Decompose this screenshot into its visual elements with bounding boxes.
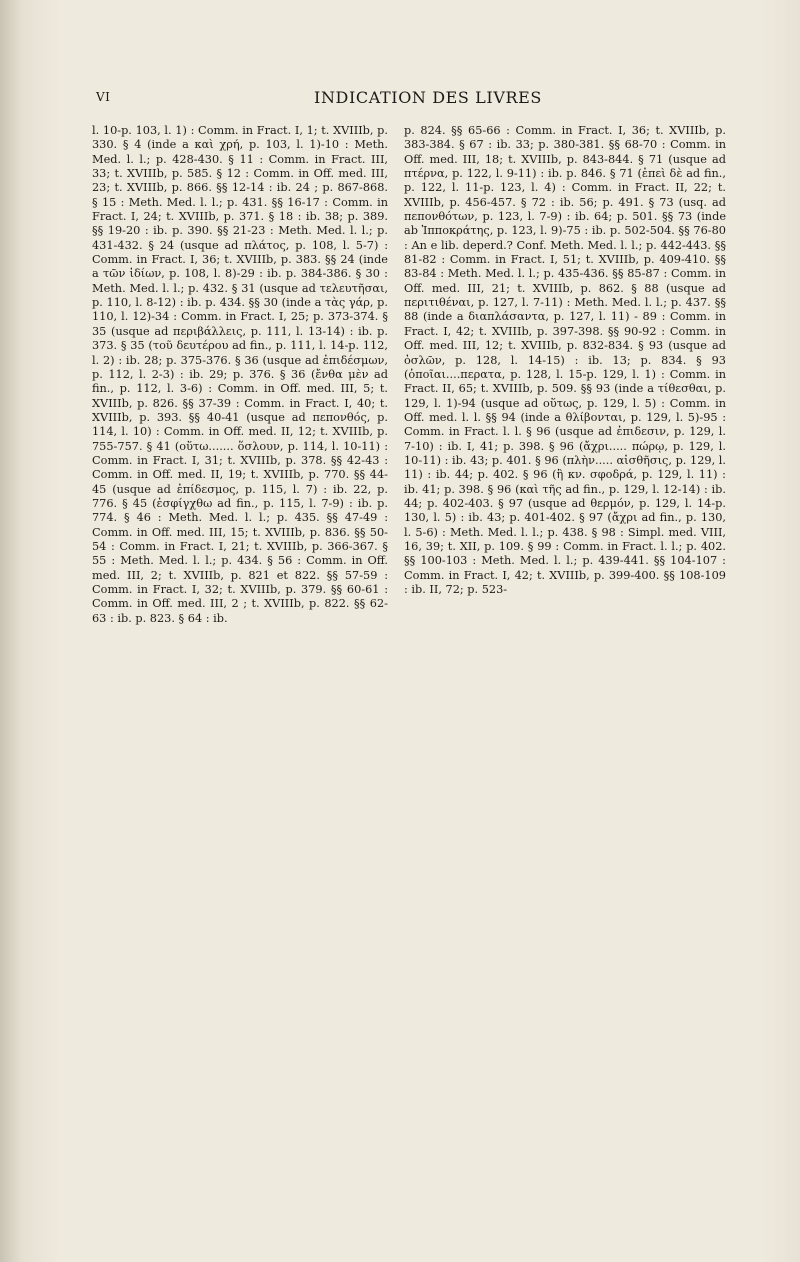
text-column-left	[92, 124, 388, 626]
text-column-right	[404, 124, 726, 597]
page-number: VI	[96, 90, 111, 104]
page-title: INDICATION DES LIVRES	[314, 88, 542, 107]
index-text-right: p. 824. §§ 65-66 : Comm. in Fract. I, 36; t. XVIIIb, p. 383-384. § 67 : ib. 33; p. 380-381. §§ 68-70 : Comm. in Off. med. III, 18; t. XVIIIb, p. 843-844. § 71 (usque ad πτέρνα, p. 122, l. 9-11) : ib. p. 846. § 71 (ἐπεὶ δὲ ad fin., p. 122, l. 11-p. 123, l. 4) : Comm. in Fract. II, 22; t. XVIIIb, p. 456-457. § 72 : ib. 56; p. 491. § 73 (usq. ad πεπονθότων, p. 123, l. 7-9) : ib. 64; p. 501. §§ 73 (inde ab Ἱπποκράτης, p. 123, l. 9)-75 : ib. p. 502-504. §§ 76-80 : An e lib. deperd.? Conf. Meth. Med. l. l.; p. 442-443. §§ 81-82 : Comm. in Fract. I, 51; t. XVIIIb, p. 409-410. §§ 83-84 : Meth. Med. l. l.; p. 435-436. §§ 85-87 : Comm. in Off. med. III, 21; t. XVIIIb, p. 862. § 88 (usque ad περιτιθέναι, p. 127, l. 7-11) : Meth. Med. l. l.; p. 437. §§ 88 (inde a διαπλάσαντα, p. 127, l. 11) - 89 : Comm. in Fract. I, 42; t. XVIIIb, p. 397-398. §§ 90-92 : Comm. in Off. med. III, 12; t. XVIIIb, p. 832-834. § 93 (usque ad ὀσλῶν, p. 128, l. 14-15) : ib. 13; p. 834. § 93 (ὁποῖαι....περατα, p. 128, l. 15-p. 129, l. 1) : Comm. in Fract. II, 65; t. XVIIIb, p. 509. §§ 93 (inde a τίθεσθαι, p. 129, l. 1)-94 (usque ad οὕτως, p. 129, l. 5) : Comm. in Off. med. l. l. §§ 94 (inde a θλίβονται, p. 129, l. 5)-95 : Comm. in Fract. l. l. § 96 (usque ad ἐπιδεσιν, p. 129, l. 7-10) : ib. I, 41; p. 398. § 96 (ἄχρι..... πώρῳ, p. 129, l. 10-11) : ib. 43; p. 401. § 96 (πλὴν..... αἰσθῆσις, p. 129, l. 11) : ib. 44; p. 402. § 96 (ἢ κν. σφοδρά, p. 129, l. 11) : ib. 41; p. 398. § 96 (καὶ τῆς ad fin., p. 129, l. 12-14) : ib. 44; p. 402-403. § 97 (usque ad θερμόν, p. 129, l. 14-p. 130, l. 5) : ib. 43; p. 401-402. § 97 (ἄχρι ad fin., p. 130, l. 5-6) : Meth. Med. l. l.; p. 438. § 98 : Simpl. med. VIII, 16, 39; t. XII, p. 109. § 99 : Comm. in Fract. l. l.; p. 402. §§ 100-103 : Meth. Med. l. l.; p. 439-441. §§ 104-107 : Comm. in Fract. I, 42; t. XVIIIb, p. 399-400. §§ 108-109 : ib. II, 72; p. 523-	[404, 124, 726, 596]
index-text-left: l. 10-p. 103, l. 1) : Comm. in Fract. I, 1; t. XVIIIb, p. 330. § 4 (inde a καὶ χρή, p. 103, l. 1)-10 : Meth. Med. l. l.; p. 428-430. § 11 : Comm. in Fract. III, 33; t. XVIIIb, p. 585. § 12 : Comm. in Off. med. III, 23; t. XVIIIb, p. 866. §§ 12-14 : ib. 24 ; p. 867-868. § 15 : Meth. Med. l. l.; p. 431. §§ 16-17 : Comm. in Fract. I, 24; t. XVIIIb, p. 371. § 18 : ib. 38; p. 389. §§ 19-20 : ib. p. 390. §§ 21-23 : Meth. Med. l. l.; p. 431-432. § 24 (usque ad πλάτος, p. 108, l. 5-7) : Comm. in Fract. I, 36; t. XVIIIb, p. 383. §§ 24 (inde a τῶν ἰδίων, p. 108, l. 8)-29 : ib. p. 384-386. § 30 : Meth. Med. l. l.; p. 432. § 31 (usque ad τελευτῆσαι, p. 110, l. 8-12) : ib. p. 434. §§ 30 (inde a τὰς γάρ, p. 110, l. 12)-34 : Comm. in Fract. I, 25; p. 373-374. § 35 (usque ad περιβάλλεις, p. 111, l. 13-14) : ib. p. 373. § 35 (τοῦ δευτέρου ad fin., p. 111, l. 14-p. 112, l. 2) : ib. 28; p. 375-376. § 36 (usque ad ἐπιδέσμων, p. 112, l. 2-3) : ib. 29; p. 376. § 36 (ἔνθα μὲν ad fin., p. 112, l. 3-6) : Comm. in Off. med. III, 5; t. XVIIIb, p. 826. §§ 37-39 : Comm. in Fract. I, 40; t. XVIIIb, p. 393. §§ 40-41 (usque ad πεπονθός, p. 114, l. 10) : Comm. in Off. med. II, 12; t. XVIIIb, p. 755-757. § 41 (οὕτω....... ὅσλουν, p. 114, l. 10-11) : Comm. in Fract. I, 31; t. XVIIIb, p. 378. §§ 42-43 : Comm. in Off. med. II, 19; t. XVIIIb, p. 770. §§ 44-45 (usque ad ἐπίδεσμος, p. 115, l. 7) : ib. 22, p. 776. § 45 (ἐσφίγχθω ad fin., p. 115, l. 7-9) : ib. p. 774. § 46 : Meth. Med. l. l.; p. 435. §§ 47-49 : Comm. in Off. med. III, 15; t. XVIIIb, p. 836. §§ 50-54 : Comm. in Fract. I, 21; t. XVIIIb, p. 366-367. § 55 : Meth. Med. l. l.; p. 434. § 56 : Comm. in Off. med. III, 2; t. XVIIIb, p. 821 et 822. §§ 57-59 : Comm. in Fract. I, 32; t. XVIIIb, p. 379. §§ 60-61 : Comm. in Off. med. III, 2 ; t. XVIIIb, p. 822. §§ 62-63 : ib. p. 823. § 64 : ib.	[92, 124, 388, 625]
page-header	[96, 88, 760, 110]
